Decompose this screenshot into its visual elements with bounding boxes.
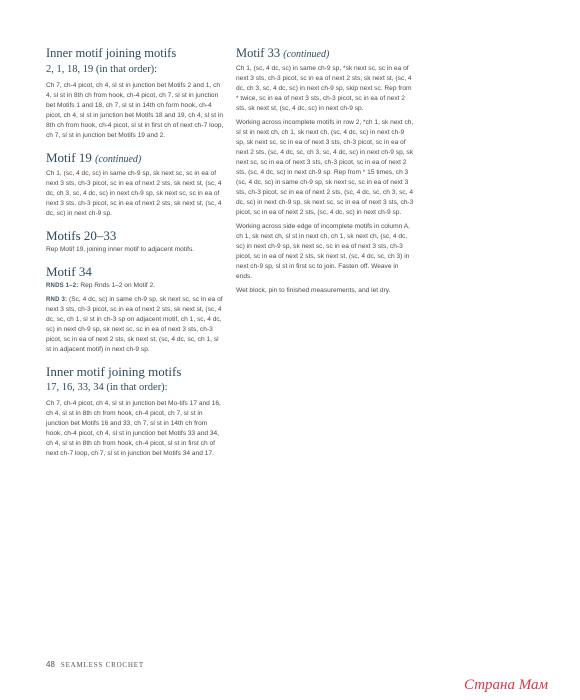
section-heading: Motifs 20–33 [46,228,117,243]
right-column [236,40,414,300]
heading-text: Motif 33 [236,46,281,60]
page-footer [46,660,144,669]
instruction-paragraph: Ch 7, ch-4 picot, ch 4, sl st in junction bet Motifs 2 and 1, ch 4, sl st in 8th ch from hook, ch-4 picot, ch 7, sl st in junction bet Motifs 1 and 18, ch 7, sl st in 14th ch form hook, ch-4 picot, ch 4, sl st in junction bet Motifs 18 and 19, ch 4, sl st in 8th ch from hook, ch-4 picot, sl st in first ch of next ch-7 loop, ch 7, sl st in junction bet Motifs 19 and 2. [46,82,224,139]
instruction-paragraph: Ch 7, ch-4 picot, ch 4, sl st in junction bet Mo-tifs 17 and 16, ch 4, sl st in 8th ch from hook, ch-4 picot, ch 7, sl st in junction bet Motifs 16 and 33, ch 7, sl st in 14th ch from hook, ch-4 picot, ch 4, sl st in junction bet Motifs 33 and 34, ch 4, sl st in 8th ch from hook, ch-4 picot, sl st in first ch of next ch-7 loop, ch 7, sl st in junction bet Motifs 34 and 17. [46,400,221,457]
continued-note: (continued) [283,49,330,60]
section-heading [236,46,414,62]
section-heading: Inner motif joining motifs [46,364,182,379]
instruction-paragraph: Working across side edge of incomplete motifs in column A, ch 1, sk next ch, sl st in next ch, ch 1, sk next ch, (sc, 4 dc, sc) in next ch-9 sp, sk next sc, sc in ea of next 3 sts, ch-3 picot, sc in ea of next 2 sts, sk next st, (sc, 4 dc, sc, ch 3) in next ch-9 sp, sl st in first sc to join. Fasten off. Weave in ends. [236,223,410,280]
round-text: Rep Rnds 1–2 on Motif 2. [78,282,156,289]
instruction-paragraph: Ch 1, (sc, 4 dc, sc) in same ch-9 sp, sk next sc, sc in ea of next 3 sts, ch-3 picot, sc in ea of next 2 sts, sk next st, (sc, 4 dc, ch 3, sc, 4 dc, sc) in next ch-9 sp, sk next sc, sc in ea of next 3 sts, ch-3 picot, sc in ea of next 2 sts, sk next st, (sc, 4 dc, sc) in next ch-9 sp. [46,170,222,217]
instruction-paragraph: Ch 1, (sc, 4 dc, sc) in same ch-9 sp, *sk next sc, sc in ea of next 3 sts, ch-3 picot, sc in ea of next 2 sts, sk next st, (sc, 4 dc, ch 3, sc, 4 dc, sc) in next ch-9 sp, skip next sc. Rep from * twice, sc in ea of next 3 sts, ch-3 picot, sc in ea of next 2 sts, sk next st, (sc, 4 dc, sc) in next ch-9 sp. [236,65,412,112]
instruction-paragraph: Wet block, pin to finished measurements, and let dry. [236,287,391,294]
watermark-logo: Страна Мам [464,677,549,693]
section-heading: Inner motif joining motifs [46,46,177,60]
page-number: 48 [46,660,55,669]
left-column [46,40,224,463]
heading-text: Motif 19 [46,150,92,165]
section-subheading: 2, 1, 18, 19 (in that order): [46,64,158,75]
instruction-paragraph: Rep Motif 19, joining inner motif to adjacent motifs. [46,246,195,253]
round-instruction [46,295,224,355]
round-label: RND 3: [46,297,68,303]
round-label: RNDS 1–2: [46,283,79,289]
section-heading [46,150,224,167]
instruction-paragraph: Working across incomplete motifs in row 2, *ch 1, sk next ch, sl st in next ch, ch 1, sk next ch, (sc, 4 dc, sc) in next ch-9 sp, sk next sc, sc in ea of next 3 sts, ch-3 picot, sc in ea of next 2 sts, (sc, 4 dc, sc, ch 3, sc, 4 dc, sc) in next ch-9 sp, sk next sc, sc in ea of next 3 sts, ch-3 picot, sc in ea of next 2 sts, (sc, 4 dc, sc) in next ch-9 sp. Rep from * 15 times, ch 3 (sc, 4 dc, sc) in same ch-9 sp, sk next sc, sc in ea of next 3 sts, ch-3 picot, sc in ea of next 2 sts, (sc, 4 dc, sc, ch 3, sc, 4 dc, sc) in next ch-9 sp, sk next sc, sc in ea of next 3 sts, ch-3 picot, sc in ea of next 2 sts, (sc, 4 dc, sc) in next ch-9 sp. [236,119,414,216]
section-subheading: 17, 16, 33, 34 (in that order): [46,382,168,393]
round-instruction [46,281,224,291]
book-title: SEAMLESS CROCHET [60,661,144,669]
section-heading: Motif 34 [46,264,92,279]
continued-note: (continued) [95,154,142,165]
round-text: (Sc, 4 dc, sc) in same ch-9 sp, sk next sc, sc in ea of next 3 sts, ch-3 picot, sc in ea of next 2 sts, sk next st, (sc, 4 dc, sc, ch 1, sl st in ch-3 sp on adjacent motif, ch 1, sc, 4 dc, sc) in next ch-9 sp, sk next sc, sc in ea of next 3 sts, ch-3 picot, sc in ea of next 2 sts, sk next st, (sc, 4 dc, sc, ch 1, sl st in adjacent motif) in next ch-9 sp. [46,296,223,353]
